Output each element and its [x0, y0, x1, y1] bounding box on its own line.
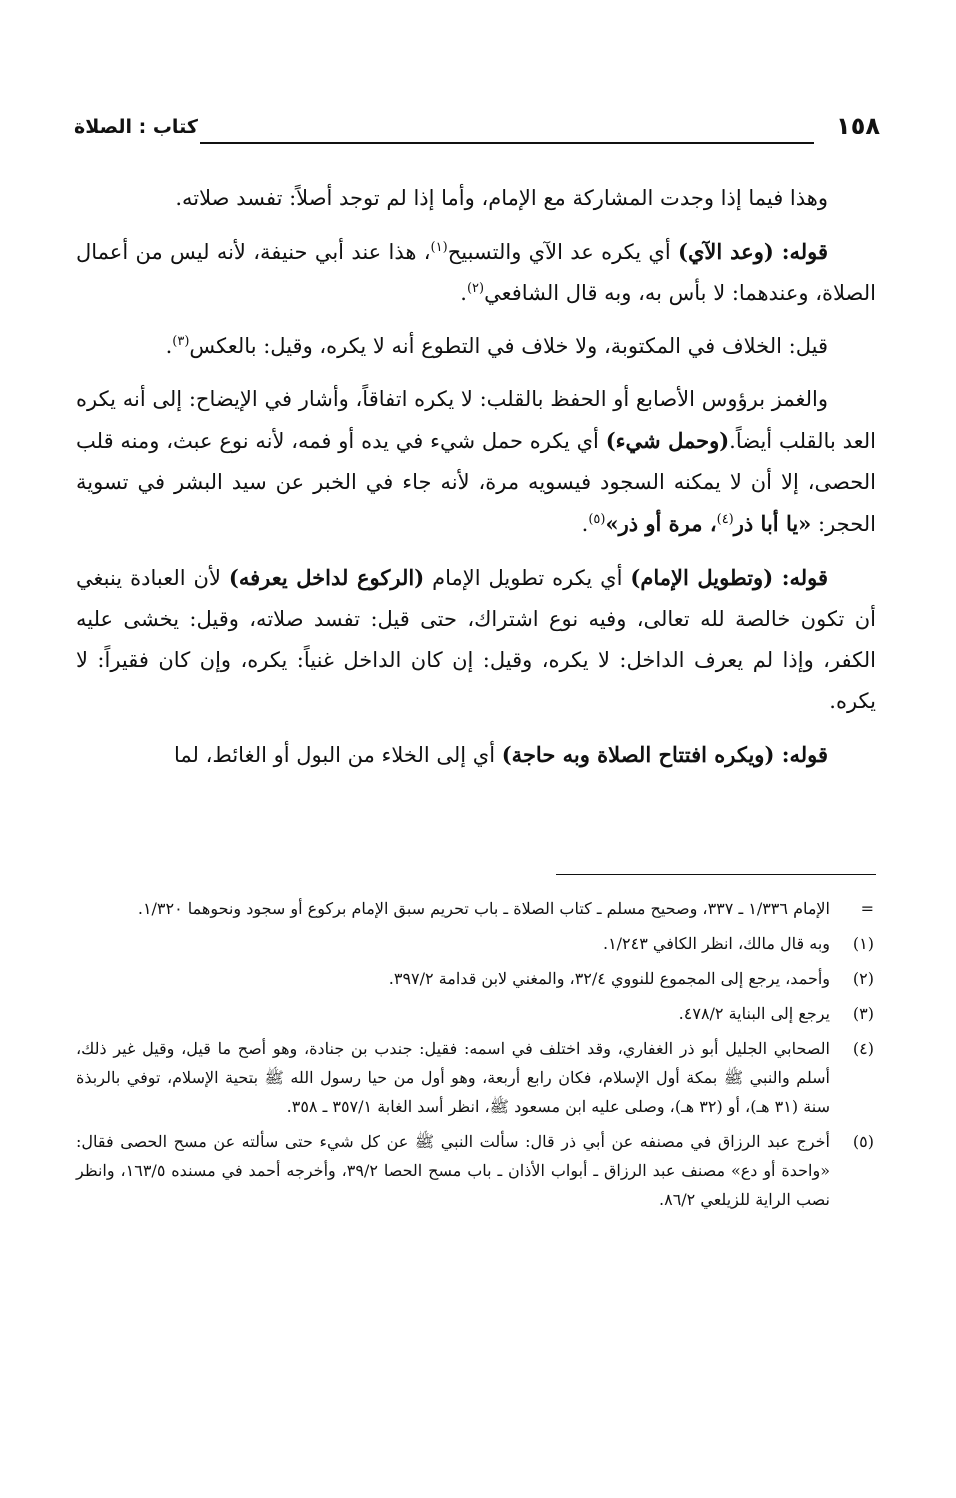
quoted-term: «يا أبا ذر — [733, 511, 812, 536]
footnotes — [76, 894, 876, 1220]
footnote-ref: (٣) — [172, 334, 190, 349]
page-number: ١٥٨ — [836, 112, 880, 140]
footnote-ref: (٢) — [466, 281, 485, 296]
text-run: أي يكره عد الآي والتسبيح — [447, 240, 679, 264]
footnote-number: (٢) — [852, 969, 874, 988]
footnote-number: (١) — [852, 934, 874, 953]
text-run: . — [165, 334, 173, 358]
text-run: أي إلى الخلاء من البول أو الغائط، لما — [174, 743, 502, 767]
quoted-term: ، مرة أو ذر» — [605, 511, 717, 536]
footnote-ref: (٤) — [716, 512, 734, 527]
footnote — [76, 1034, 876, 1121]
paragraph — [76, 326, 876, 367]
paragraph — [76, 379, 876, 545]
quoted-term: (الركوع لداخل يعرفه) — [228, 565, 425, 590]
quoted-term: (وحمل شيء) — [605, 428, 730, 453]
footnote-separator — [556, 874, 876, 875]
footnote-ref: (١) — [430, 240, 448, 255]
footnote — [76, 929, 876, 958]
footnote-number: (٥) — [852, 1132, 874, 1151]
text-run: . — [460, 281, 467, 305]
paragraph — [76, 734, 876, 776]
footnote — [76, 999, 876, 1028]
footnote-number: = — [860, 899, 874, 918]
footnote-ref: (٥) — [588, 512, 606, 527]
text-run: قيل: الخلاف في المكتوبة، ولا خلاف في التطوع أنه لا يكره، وقيل: بالعكس — [189, 334, 828, 358]
footnote-number: (٤) — [852, 1039, 874, 1058]
main-text — [76, 178, 876, 788]
text-run: وهذا فيما إذا وجدت المشاركة مع الإمام، وأما إذا لم توجد أصلاً: تفسد صلاته. — [175, 186, 828, 210]
text-run: . — [581, 512, 589, 536]
text-run: أي يكره تطويل الإمام — [424, 566, 631, 590]
paragraph — [76, 178, 876, 219]
footnote-text: وأحمد، يرجع إلى المجموع للنووي ٣٢/٤، والمغني لابن قدامة ٣٩٧/٢. — [388, 969, 830, 988]
paragraph-lead: قوله: (وعد الآي) — [678, 239, 829, 264]
footnote-text: يرجع إلى البناية ٤٧٨/٢. — [678, 1004, 830, 1023]
book-title: كتاب : الصلاة — [74, 116, 198, 138]
footnote-text: الإمام ١/٣٣٦ ـ ٣٣٧، وصحيح مسلم ـ كتاب الصلاة ـ باب تحريم سبق الإمام بركوع أو سجود ونحوهما ١/٣٢٠. — [137, 899, 830, 918]
footnote-text: وبه قال مالك، انظر الكافي ١/٢٤٣. — [602, 934, 830, 953]
text-run: والغمز برؤوس الأصابع أو الحفظ بالقلب: لا يكره اتفاقاً، وأشار في الإيضاح: إلى أنه يكره العد بالقلب أيضاً. — [76, 387, 876, 453]
text-run: ، هذا عند أبي حنيفة، لأنه ليس من أعمال الصلاة، وعندهما: لا بأس به، وبه قال الشافعي — [76, 240, 876, 305]
footnote — [76, 894, 876, 923]
paragraph-lead: قوله: (ويكره افتتاح الصلاة وبه حاجة) — [501, 742, 828, 767]
footnote — [76, 964, 876, 993]
footnote-text: أخرج عبد الرزاق في مصنفه عن أبي ذر قال: سألت النبي ﷺ عن كل شيء حتى سألته عن مسح الحصى فقال: «واحدة أو دع» مصنف عبد الرزاق ـ أبواب الأذان ـ باب مسح الحصا ٣٩/٢، وأخرجه أحمد في مسنده ١٦٣/٥، وانظر نصب الراية للزيلعي ٨٦/٢. — [76, 1132, 831, 1209]
footnote-text: الصحابي الجليل أبو ذر الغفاري، وقد اختلف في اسمه: فقيل: جندب بن جنادة، وهو أصح ما قيل، وقيل غير ذلك، أسلم والنبي ﷺ بمكة أول الإسلام، فكان رابع أربعة، وهو أول من حيا رسول الله ﷺ بتحية الإسلام، توفي بالربذة سنة (٣١ هـ)، أو (٣٢ هـ)، وصلى عليه ابن مسعود ﷺ، انظر أسد الغابة ٣٥٧/١ ـ ٣٥٨. — [76, 1039, 830, 1116]
text-run: أي يكره حمل شيء في يده أو فمه، لأنه نوع عبث، ومنه قلب الحصى، إلا أن لا يمكنه السجود فيسويه مرة، لأنه جاء في الخبر عن سيد البشر في تسوية الحجر: — [76, 429, 876, 536]
footnote-number: (٣) — [852, 1004, 874, 1023]
footnote — [76, 1127, 876, 1214]
paragraph — [76, 231, 876, 314]
header-rule — [200, 142, 814, 144]
paragraph — [76, 557, 876, 722]
paragraph-lead: قوله: (وتطويل الإمام) — [630, 565, 829, 590]
running-header — [74, 112, 880, 152]
text-run: لأن العبادة ينبغي أن تكون خالصة لله تعالى، وفيه نوع اشتراك، حتى قيل: تفسد صلاته، وقيل: يخشى عليه الكفر، وإذا لم يعرف الداخل: لا يكره، وقيل: إن كان الداخل غنياً: يكره، وإن كان فقيراً: لا يكره. — [76, 566, 876, 713]
